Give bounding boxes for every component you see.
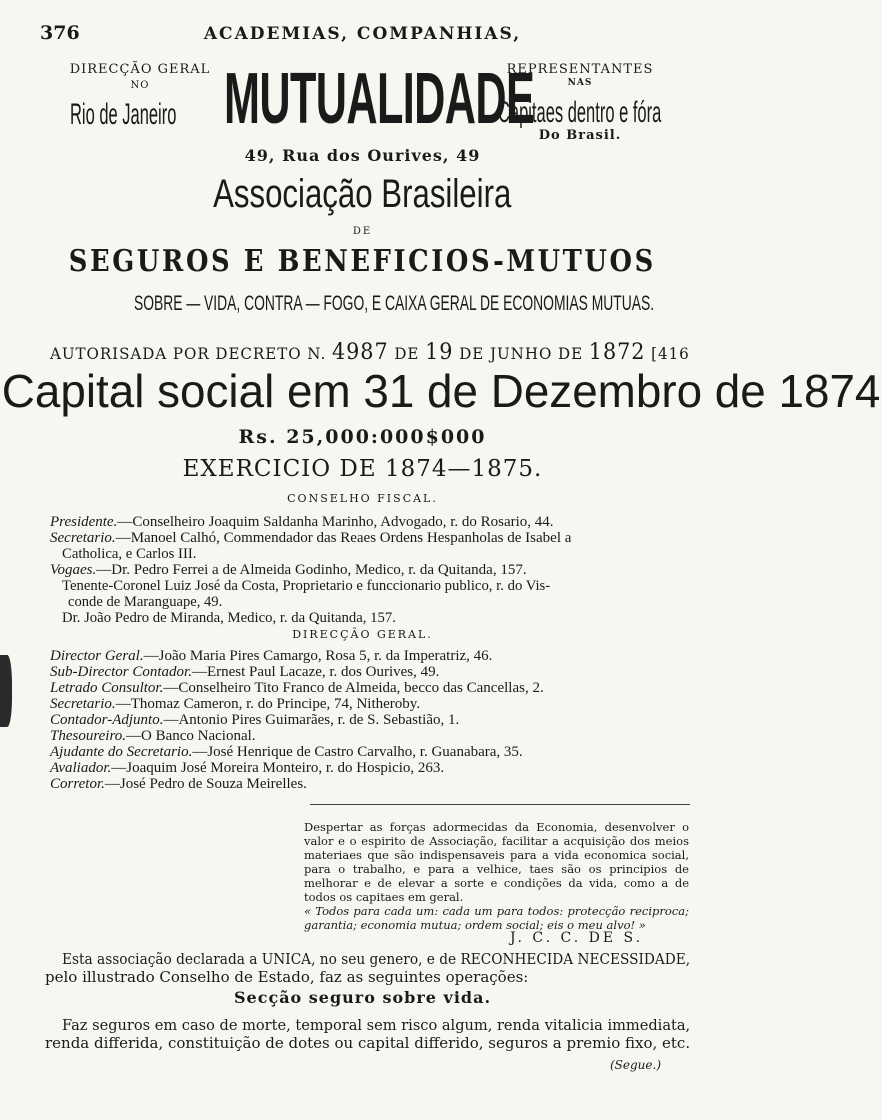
role-label: Thesoureiro. bbox=[50, 728, 126, 744]
decree-text-a: AUTORISADA POR DECRETO N. bbox=[50, 344, 327, 363]
entry-text: —Manoel Calhó, Commendador das Reaes Ordens Hespanholas de Isabel a bbox=[115, 530, 572, 546]
direccao-line bbox=[50, 712, 690, 728]
direccao-line bbox=[50, 776, 690, 792]
header-right-nas: NAS bbox=[567, 78, 593, 88]
entry-text: Tenente-Coronel Luiz José da Costa, Proprietario e funccionario publico, r. do Vis- bbox=[62, 578, 551, 594]
direccao-line bbox=[50, 696, 690, 712]
decree-number: 4987 bbox=[331, 340, 389, 365]
conselho-heading: CONSELHO FISCAL. bbox=[287, 492, 438, 505]
entry-text: —José Pedro de Souza Meirelles. bbox=[104, 776, 307, 792]
direccao-line bbox=[50, 680, 690, 696]
entry-text: —O Banco Nacional. bbox=[125, 728, 256, 744]
conselho-line bbox=[50, 514, 690, 530]
body-line: pelo illustrado Conselho de Estado, faz as seguintes operações: bbox=[45, 968, 529, 986]
margin-ink-mark bbox=[0, 655, 12, 727]
direccao-line bbox=[50, 728, 690, 744]
seccao-heading: Secção seguro sobre vida. bbox=[233, 988, 492, 1007]
capital-amount: Rs. 25,000:000$000 bbox=[238, 426, 487, 448]
body-line: Esta associação declarada a UNICA, no seu genero, e de RECONHECIDA NECESSIDADE, bbox=[62, 950, 691, 968]
entry-text: —Conselheiro Joaquim Saldanha Marinho, Advogado, r. do Rosario, 44. bbox=[117, 514, 554, 530]
role-label: Contador-Adjunto. bbox=[50, 712, 164, 728]
conselho-line bbox=[62, 610, 690, 626]
direccao-line bbox=[50, 744, 690, 760]
entry-text: Dr. João Pedro de Miranda, Medico, r. da Quitanda, 157. bbox=[62, 610, 396, 626]
quote-rule bbox=[310, 804, 690, 805]
header-left-direccao: DIRECÇÃO GERAL bbox=[69, 62, 211, 77]
header-right-brasil: Do Brasil. bbox=[538, 128, 622, 143]
conselho-line bbox=[68, 594, 690, 610]
direccao-heading: DIRECÇÃO GERAL. bbox=[292, 628, 433, 641]
quote-paragraph: Despertar as forças adormecidas da Economia, desenvolver o valor e o espirito de Associação, facilitar a acquisição dos meios materiaes que são indispensaveis para a vida economica social, para o trabalho, e para a velhice, taes são os principios de melhorar e de elevar a sorte e condições da vida, como a de todos os capitaes em geral. bbox=[304, 820, 689, 904]
role-label: Secretario. bbox=[50, 696, 116, 712]
entry-text: —José Henrique de Castro Carvalho, r. Guanabara, 35. bbox=[192, 744, 523, 760]
sobre-line-text: SOBRE — VIDA, CONTRA — FOGO, E CAIXA GERAL DE ECONOMIAS MUTUAS. bbox=[133, 292, 655, 315]
entry-text: —João Maria Pires Camargo, Rosa 5, r. da Imperatriz, 46. bbox=[143, 648, 493, 664]
role-label: Secretario. bbox=[50, 530, 116, 546]
address-line: 49, Rua dos Ourives, 49 bbox=[244, 146, 481, 165]
entry-text: conde de Maranguape, 49. bbox=[68, 594, 223, 610]
decree-text-b: DE bbox=[394, 344, 420, 363]
capital-heading-text: Capital social em 31 de Dezembro de 1874 bbox=[1, 365, 881, 417]
conselho-line bbox=[50, 562, 690, 578]
quote-motto: « Todos para cada um: cada um para todos: protecção reciproca; garantia; economia mutua; ordem social; eis o meu alvo! » bbox=[304, 904, 689, 932]
entry-text: —Dr. Pedro Ferrei a de Almeida Godinho, Medico, r. da Quitanda, 157. bbox=[96, 562, 527, 578]
header-right-capitaes: Capitaes dentro e fóra bbox=[498, 96, 662, 129]
decree-day: 19 bbox=[425, 340, 454, 365]
edge-reference: [416 bbox=[651, 344, 690, 363]
role-label: Vogaes. bbox=[50, 562, 97, 578]
role-label: Presidente. bbox=[50, 514, 118, 530]
header-left-no: NO bbox=[130, 80, 150, 91]
role-label: Ajudante do Secretario. bbox=[50, 744, 193, 760]
quote-signature: J. C. C. DE S. bbox=[510, 930, 644, 946]
conselho-line bbox=[50, 530, 690, 546]
capital-heading bbox=[0, 364, 881, 418]
page-number: 376 bbox=[40, 22, 80, 44]
header-right-representantes: REPRESENTANTES bbox=[506, 62, 654, 77]
entry-text: —Antonio Pires Guimarães, r. de S. Sebastião, 1. bbox=[163, 712, 460, 728]
direccao-line bbox=[50, 760, 690, 776]
entry-text: —Thomaz Cameron, r. do Principe, 74, Nitheroby. bbox=[115, 696, 421, 712]
conselho-line bbox=[62, 546, 690, 562]
entry-text: —Ernest Paul Lacaze, r. dos Ourives, 49. bbox=[191, 664, 440, 680]
body-line: Faz seguros em caso de morte, temporal sem risco algum, renda vitalicia immediata, bbox=[62, 1016, 691, 1034]
direccao-line bbox=[50, 664, 690, 680]
seguros-heading-text: SEGUROS E BENEFICIOS-MUTUOS bbox=[68, 244, 657, 279]
body-line: renda differida, constituição de dotes ou capital differido, seguros a premio fixo, etc. bbox=[45, 1034, 691, 1052]
entry-text: —Joaquim José Moreira Monteiro, r. do Hospicio, 263. bbox=[111, 760, 445, 776]
de-label: DE bbox=[352, 226, 373, 237]
motto-quote bbox=[304, 820, 689, 932]
decree-year: 1872 bbox=[588, 340, 646, 365]
header-left-city: Rio de Janeiro bbox=[70, 98, 177, 131]
role-label: Corretor. bbox=[50, 776, 105, 792]
sobre-line bbox=[0, 292, 725, 316]
conselho-line bbox=[62, 578, 690, 594]
role-label: Sub-Director Contador. bbox=[50, 664, 192, 680]
masthead-title: MUTUALIDADE bbox=[224, 59, 535, 139]
decree-text-c: DE JUNHO DE bbox=[459, 344, 584, 363]
association-title bbox=[0, 172, 725, 217]
entry-text: —Conselheiro Tito Franco de Almeida, becco das Cancellas, 2. bbox=[163, 680, 544, 696]
running-head: ACADEMIAS, COMPANHIAS, bbox=[203, 24, 522, 44]
role-label: Avaliador. bbox=[50, 760, 112, 776]
seguros-heading bbox=[0, 244, 725, 279]
entry-text: Catholica, e Carlos III. bbox=[62, 546, 197, 562]
association-title-text: Associação Brasileira bbox=[213, 172, 512, 216]
role-label: Director Geral. bbox=[50, 648, 144, 664]
decree-line bbox=[50, 340, 690, 365]
segue-note: (Segue.) bbox=[610, 1058, 662, 1072]
role-label: Letrado Consultor. bbox=[50, 680, 164, 696]
exercicio-heading: EXERCICIO DE 1874—1875. bbox=[182, 456, 543, 482]
direccao-line bbox=[50, 648, 690, 664]
